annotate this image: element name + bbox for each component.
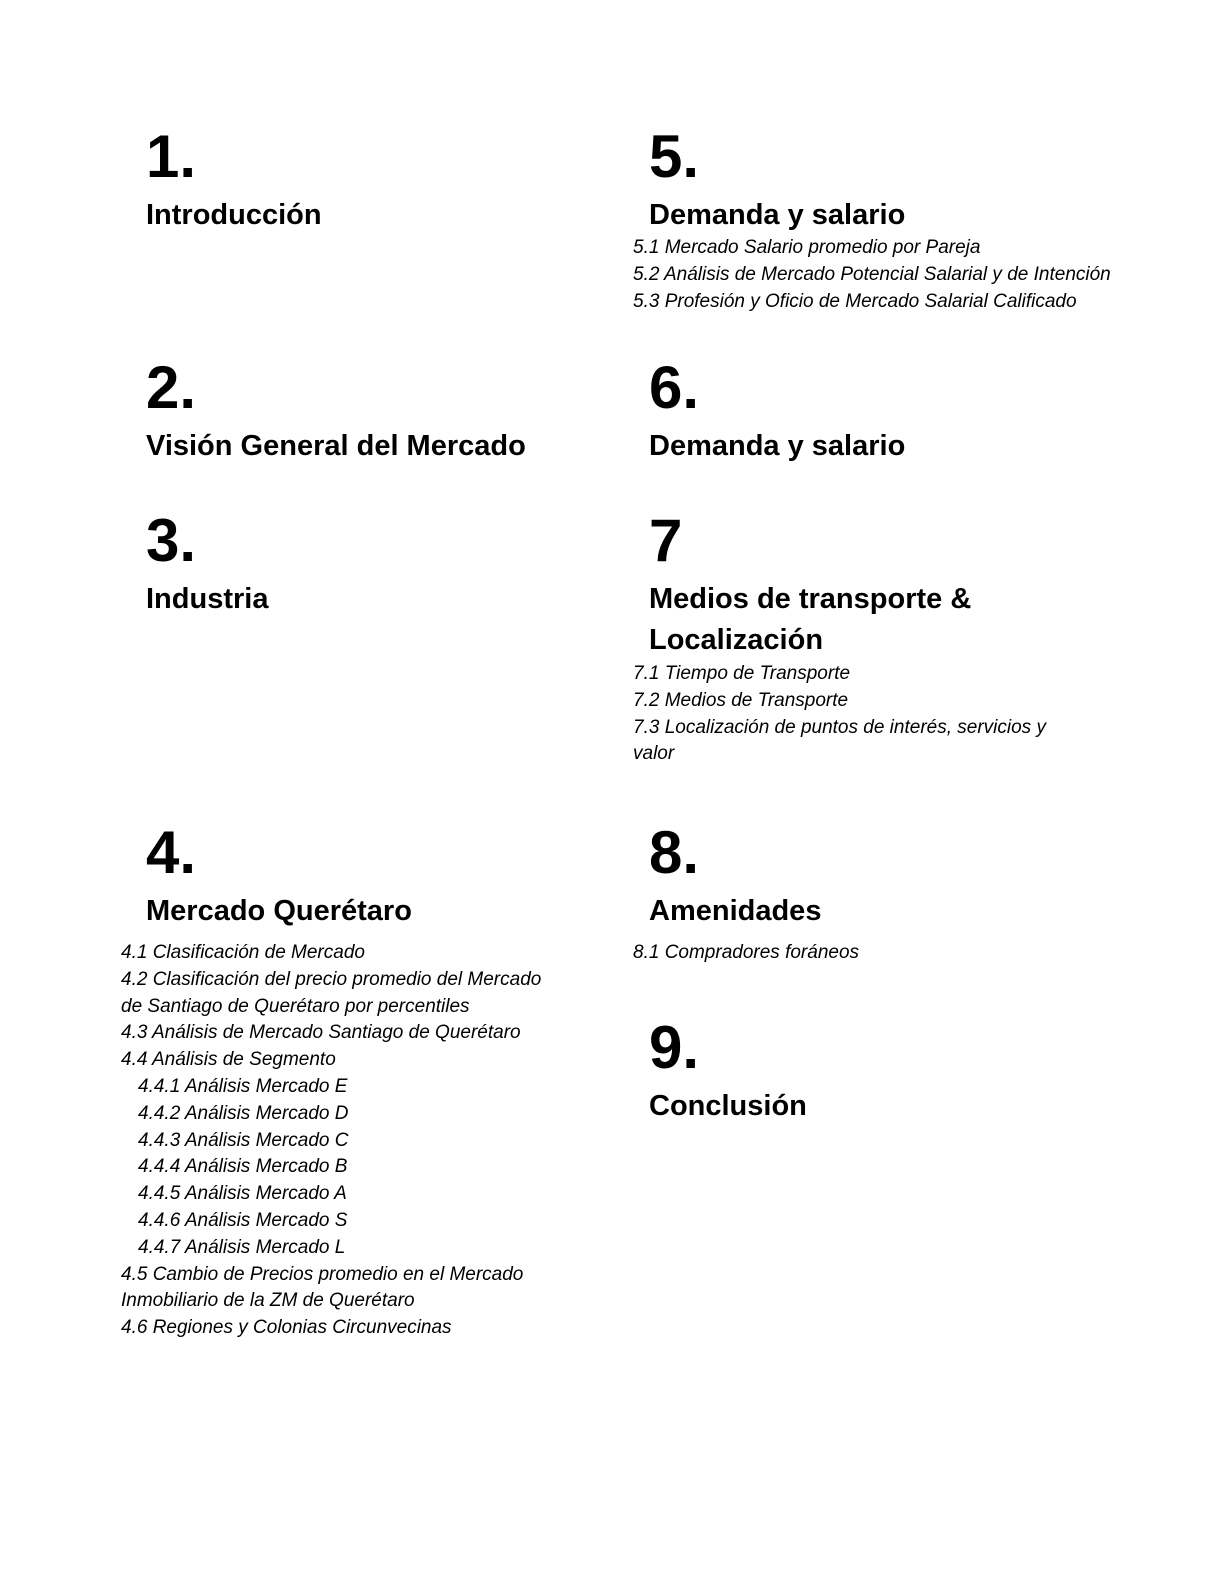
subsection-item: 4.1 Clasificación de Mercado <box>121 942 365 963</box>
subsection-item: Inmobiliario de la ZM de Querétaro <box>121 1290 415 1312</box>
subsection-item: 5.3 Profesión y Oficio de Mercado Salarial Calificado <box>633 290 1077 312</box>
section-number: 5. <box>649 123 700 190</box>
section-title: Industria <box>146 583 269 615</box>
section-title: Demanda y salario <box>649 430 906 462</box>
subsection-item: 8.1 Compradores foráneos <box>633 942 860 963</box>
subsection-item: 7.2 Medios de Transporte <box>633 689 849 711</box>
section-number: 7 <box>649 507 683 574</box>
section-number: 3. <box>146 507 197 574</box>
toc-section-7 <box>649 507 972 661</box>
subsection-item: valor <box>633 743 675 765</box>
subsection-list-8 <box>633 940 859 967</box>
subsection-list-7 <box>633 661 1046 768</box>
section-title-line-1: Medios de transporte & <box>649 583 972 615</box>
section-number: 2. <box>146 354 197 421</box>
subsection-item: 4.4.6 Análisis Mercado S <box>138 1209 348 1231</box>
toc-section-9 <box>649 1014 807 1127</box>
subsection-item: 4.4 Análisis de Segmento <box>121 1049 336 1071</box>
toc-section-4 <box>146 819 412 932</box>
subsection-item: 4.4.4 Análisis Mercado B <box>138 1156 348 1178</box>
subsection-item: de Santiago de Querétaro por percentiles <box>121 995 470 1017</box>
toc-section-6 <box>649 354 906 467</box>
subsection-item: 4.4.2 Análisis Mercado D <box>138 1102 349 1124</box>
toc-section-5 <box>649 123 906 236</box>
subsection-item: 4.5 Cambio de Precios promedio en el Mercado <box>121 1263 524 1285</box>
toc-section-1 <box>146 123 322 236</box>
section-number: 4. <box>146 819 197 886</box>
subsection-item: 4.4.5 Análisis Mercado A <box>138 1183 347 1205</box>
subsection-item: 4.4.7 Análisis Mercado L <box>138 1236 346 1258</box>
subsection-list-5 <box>633 235 1111 315</box>
toc-section-2 <box>146 354 526 467</box>
section-title-line-2: Localización <box>649 624 824 656</box>
toc-section-8 <box>649 819 822 932</box>
section-number: 8. <box>649 819 700 886</box>
section-number: 6. <box>649 354 700 421</box>
section-title: Amenidades <box>649 895 822 927</box>
subsection-item: 7.1 Tiempo de Transporte <box>633 663 851 684</box>
section-number: 9. <box>649 1014 700 1081</box>
subsection-item: 4.3 Análisis de Mercado Santiago de Querétaro <box>121 1022 521 1044</box>
subsection-item: 4.4.3 Análisis Mercado C <box>138 1129 349 1151</box>
toc-section-3 <box>146 507 269 620</box>
section-number: 1. <box>146 123 197 190</box>
subsection-item: 4.2 Clasificación del precio promedio del Mercado <box>121 968 542 990</box>
section-title: Mercado Querétaro <box>146 895 412 927</box>
section-title: Demanda y salario <box>649 199 906 231</box>
subsection-item: 5.1 Mercado Salario promedio por Pareja <box>633 237 981 258</box>
section-title: Conclusión <box>649 1090 807 1122</box>
subsection-item: 7.3 Localización de puntos de interés, servicios y <box>633 716 1046 738</box>
section-title: Introducción <box>146 199 322 231</box>
subsection-item: 4.4.1 Análisis Mercado E <box>138 1075 348 1097</box>
section-title: Visión General del Mercado <box>146 430 526 462</box>
subsection-list-4 <box>121 940 541 1342</box>
subsection-item: 5.2 Análisis de Mercado Potencial Salarial y de Intención <box>633 263 1111 285</box>
subsection-item: 4.6 Regiones y Colonias Circunvecinas <box>121 1317 452 1339</box>
